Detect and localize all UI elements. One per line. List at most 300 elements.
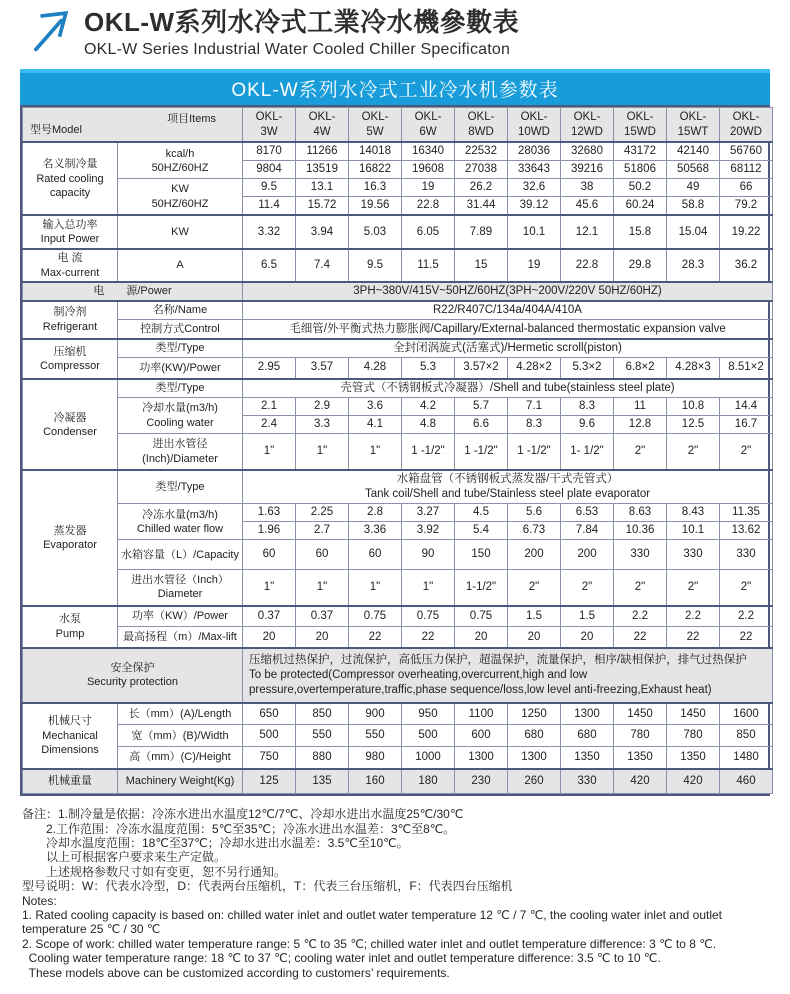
value-cell: 60 xyxy=(296,540,349,570)
value-cell: 22 xyxy=(667,627,720,648)
value-cell: 6.6 xyxy=(455,416,508,434)
value-cell: 330 xyxy=(720,540,773,570)
value-cell: 125 xyxy=(243,769,296,794)
cell-text-line: 压缩机过热保护，过流保护，高低压力保护，超温保护，流量保护，相序/缺相保护，排气过热保护 xyxy=(249,653,747,666)
cell-text-line: 20WD xyxy=(730,125,762,138)
spec-table xyxy=(22,107,773,794)
value-cell: 42140 xyxy=(667,142,720,160)
value-cell: 6.5 xyxy=(243,249,296,282)
value-cell: 10.1 xyxy=(667,522,720,540)
cell-text-line: 3W xyxy=(260,125,278,138)
value-cell: 750 xyxy=(243,747,296,769)
value-cell: 980 xyxy=(349,747,402,769)
value-cell: 3.57 xyxy=(296,357,349,379)
value-cell: 1.5 xyxy=(561,606,614,627)
value-cell: 1" xyxy=(243,433,296,470)
value-cell: 2.25 xyxy=(296,504,349,522)
value-cell: 550 xyxy=(349,725,402,747)
value-cell: 16340 xyxy=(402,142,455,160)
section-label xyxy=(23,769,118,794)
value-cell: 2" xyxy=(720,433,773,470)
value-cell: 12.5 xyxy=(667,416,720,434)
section-label xyxy=(23,282,243,301)
value-cell: 420 xyxy=(667,769,720,794)
cell-text-line: 50HZ/60HZ xyxy=(151,197,209,210)
value-cell: 2.4 xyxy=(243,416,296,434)
value-cell: 3.27 xyxy=(402,504,455,522)
value-cell: 3.3 xyxy=(296,416,349,434)
note-line: 备注：1.制冷量是依据：冷冻水进出水温度12℃/7℃、冷却水进出水温度25℃/30℃ xyxy=(22,807,464,822)
item-label xyxy=(118,142,243,178)
value-cell: 8170 xyxy=(243,142,296,160)
value-cell: 1-1/2" xyxy=(455,570,508,606)
cell-text-line: 冷却水量(m3/h) xyxy=(142,402,218,415)
value-cell: 22 xyxy=(720,627,773,648)
value-cell: 27038 xyxy=(455,161,508,179)
page-header xyxy=(0,0,790,69)
cell-text-line: Chilled water flow xyxy=(136,522,224,535)
cell-text-line: Security protection xyxy=(86,676,179,689)
value-cell: 160 xyxy=(349,769,402,794)
item-label xyxy=(118,433,243,470)
model-header xyxy=(667,107,720,142)
value-cell: 950 xyxy=(402,703,455,725)
value-cell: 2.7 xyxy=(296,522,349,540)
section-label xyxy=(23,339,118,379)
value-cell: 1350 xyxy=(614,747,667,769)
section-label xyxy=(23,470,118,605)
value-cell: 15.72 xyxy=(296,197,349,215)
value-cell: 20 xyxy=(508,627,561,648)
value-cell: 22.8 xyxy=(402,197,455,215)
value-cell: 20 xyxy=(561,627,614,648)
table-title-bar: OKL-W系列水冷式工业冷水机参数表 xyxy=(20,69,770,105)
item-label xyxy=(118,606,243,627)
cell-text-line: Evaporator xyxy=(43,539,97,552)
value-cell: 1.63 xyxy=(243,504,296,522)
item-label xyxy=(118,747,243,769)
value-cell: 200 xyxy=(508,540,561,570)
value-cell: 7.1 xyxy=(508,398,561,416)
value-cell: 8.3 xyxy=(561,398,614,416)
value-cell: 680 xyxy=(561,725,614,747)
cell-text-line: 蒸发器 xyxy=(53,524,87,537)
value-cell: 6.8×2 xyxy=(614,357,667,379)
value-cell: 850 xyxy=(720,725,773,747)
cell-text-line: Mechanical xyxy=(42,729,98,742)
value-cell: 330 xyxy=(614,540,667,570)
cell-text-line: 宽（mm）(B)/Width xyxy=(131,729,229,742)
value-cell: 19 xyxy=(402,179,455,197)
item-label xyxy=(118,627,243,648)
cell-text-line: kcal/h xyxy=(165,147,195,160)
value-cell: 16.3 xyxy=(349,179,402,197)
value-cell: 1.96 xyxy=(243,522,296,540)
cell-text-line: 冷凝器 xyxy=(53,411,87,424)
value-cell: 39.12 xyxy=(508,197,561,215)
value-cell: 5.6 xyxy=(508,504,561,522)
item-label xyxy=(118,339,243,357)
note-line: 1. Rated cooling capacity is based on: chilled water inlet and outlet water temperature 12 ℃ / 7 ℃, the cooling water inlet and outlet xyxy=(22,907,723,922)
value-cell: 8.51×2 xyxy=(720,357,773,379)
cell-text-line: KW xyxy=(171,226,189,239)
value-cell: 20 xyxy=(455,627,508,648)
cell-text-line: 电 源/Power xyxy=(93,285,172,298)
value-cell: 11266 xyxy=(296,142,349,160)
merged-value-cell xyxy=(243,339,773,357)
item-label xyxy=(118,470,243,503)
value-cell: 1300 xyxy=(508,747,561,769)
value-cell: 6.73 xyxy=(508,522,561,540)
value-cell: 1 -1/2" xyxy=(402,433,455,470)
item-label xyxy=(118,215,243,249)
value-cell: 4.28 xyxy=(349,357,402,379)
value-cell: 5.3×2 xyxy=(561,357,614,379)
cell-text-line: 压缩机 xyxy=(53,345,87,358)
cell-text-line: OKL- xyxy=(467,110,495,123)
page-title-zh: OKL-W系列水冷式工業冷水機參數表 xyxy=(84,7,520,37)
value-cell: 7.84 xyxy=(561,522,614,540)
value-cell: 1450 xyxy=(614,703,667,725)
value-cell: 15.04 xyxy=(667,215,720,249)
merged-value-cell xyxy=(243,320,773,339)
section-label xyxy=(23,215,118,249)
item-label xyxy=(118,379,243,397)
value-cell: 22.8 xyxy=(561,249,614,282)
value-cell: 2.8 xyxy=(349,504,402,522)
value-cell: 10.36 xyxy=(614,522,667,540)
value-cell: 500 xyxy=(243,725,296,747)
value-cell: 50568 xyxy=(667,161,720,179)
value-cell: 90 xyxy=(402,540,455,570)
value-cell: 50.2 xyxy=(614,179,667,197)
merged-value-cell xyxy=(243,379,773,397)
cell-text-line: 进出水管径 xyxy=(152,438,208,451)
value-cell: 780 xyxy=(614,725,667,747)
value-cell: 2.95 xyxy=(243,357,296,379)
value-cell: 850 xyxy=(296,703,349,725)
value-cell: 3.32 xyxy=(243,215,296,249)
item-label xyxy=(118,320,243,339)
cell-text-line: 6W xyxy=(419,125,437,138)
section-label xyxy=(23,301,118,339)
value-cell: 0.37 xyxy=(243,606,296,627)
cell-text-line: 毛细管/外平衡式热力膨胀阀/Capillary/External-balanced thermostatic expansion valve xyxy=(289,322,726,335)
cell-text-line: 5W xyxy=(366,125,384,138)
note-line: 冷却水温度范围：18℃至37℃；冷却水进出水温差：3.5℃至10℃。 xyxy=(22,836,409,851)
value-cell: 1.5 xyxy=(508,606,561,627)
value-cell: 10.1 xyxy=(508,215,561,249)
cell-text-line: 3PH~380V/415V~50HZ/60HZ(3PH~200V/220V 50HZ/60HZ) xyxy=(353,284,662,297)
cell-text-line: 50HZ/60HZ xyxy=(151,161,209,174)
value-cell: 60 xyxy=(243,540,296,570)
cell-text-line: 全封闭涡旋式(活塞式)/Hermetic scroll(piston) xyxy=(393,341,622,354)
cell-text-line: R22/R407C/134a/404A/410A xyxy=(433,304,582,317)
cell-text-line: OKL- xyxy=(626,110,654,123)
cell-text-line: 最高扬程（m）/Max-lift xyxy=(123,630,237,643)
cell-text-line: 水箱容量（L）/Capacity xyxy=(121,548,239,561)
cell-text-line: 15WT xyxy=(677,125,709,138)
value-cell: 28036 xyxy=(508,142,561,160)
value-cell: 650 xyxy=(243,703,296,725)
value-cell: 0.75 xyxy=(402,606,455,627)
value-cell: 45.6 xyxy=(561,197,614,215)
note-line: Notes: xyxy=(22,893,57,908)
note-line: 上述规格参数尺寸如有变更，恕不另行通知。 xyxy=(22,864,287,879)
merged-value-cell xyxy=(243,282,773,301)
value-cell: 11.4 xyxy=(243,197,296,215)
value-cell: 2.1 xyxy=(243,398,296,416)
value-cell: 5.4 xyxy=(455,522,508,540)
value-cell: 5.7 xyxy=(455,398,508,416)
model-header xyxy=(561,107,614,142)
value-cell: 180 xyxy=(402,769,455,794)
item-label xyxy=(118,301,243,320)
value-cell: 2" xyxy=(561,570,614,606)
value-cell: 1" xyxy=(296,433,349,470)
cell-text-line: OKL- xyxy=(732,110,760,123)
cell-text-line: 类型/Type xyxy=(155,382,205,395)
cell-text-line: Dimensions xyxy=(41,743,99,756)
value-cell: 22532 xyxy=(455,142,508,160)
value-cell: 0.37 xyxy=(296,606,349,627)
cell-text-line: Pump xyxy=(55,627,85,640)
value-cell: 7.89 xyxy=(455,215,508,249)
value-cell: 22 xyxy=(614,627,667,648)
note-line: temperature 25 ℃ / 30 ℃ xyxy=(22,922,161,937)
value-cell: 79.2 xyxy=(720,197,773,215)
item-label xyxy=(118,540,243,570)
value-cell: 460 xyxy=(720,769,773,794)
value-cell: 1250 xyxy=(508,703,561,725)
cell-text-line: 类型/Type xyxy=(155,342,205,355)
value-cell: 260 xyxy=(508,769,561,794)
cell-text-line: 进出水管径（Inch） xyxy=(131,574,229,587)
value-cell: 2" xyxy=(667,433,720,470)
value-cell: 56760 xyxy=(720,142,773,160)
value-cell: 9804 xyxy=(243,161,296,179)
model-header xyxy=(614,107,667,142)
section-label xyxy=(23,249,118,282)
value-cell: 2" xyxy=(720,570,773,606)
table-border-frame xyxy=(20,105,770,796)
cell-text-line: KW xyxy=(171,183,189,196)
value-cell: 5.3 xyxy=(402,357,455,379)
value-cell: 12.8 xyxy=(614,416,667,434)
value-cell: 13519 xyxy=(296,161,349,179)
value-cell: 38 xyxy=(561,179,614,197)
value-cell: 900 xyxy=(349,703,402,725)
value-cell: 150 xyxy=(455,540,508,570)
cell-text-line: Rated cooling xyxy=(36,172,104,185)
note-line: Cooling water temperature range: 18 ℃ to 37 ℃; cooling water inlet and outlet temperature difference: 3.5 ℃ to 10 ℃. xyxy=(22,951,661,966)
value-cell: 33643 xyxy=(508,161,561,179)
value-cell: 16822 xyxy=(349,161,402,179)
value-cell: 43172 xyxy=(614,142,667,160)
value-cell: 19.56 xyxy=(349,197,402,215)
cell-text-line: 长（mm）(A)/Length xyxy=(128,707,232,720)
value-cell: 330 xyxy=(667,540,720,570)
cell-text-line: 4W xyxy=(313,125,331,138)
value-cell: 8.63 xyxy=(614,504,667,522)
value-cell: 2" xyxy=(508,570,561,606)
cell-text-line: OKL- xyxy=(573,110,601,123)
value-cell: 1350 xyxy=(561,747,614,769)
value-cell: 0.75 xyxy=(349,606,402,627)
value-cell: 1000 xyxy=(402,747,455,769)
value-cell: 20 xyxy=(296,627,349,648)
cell-text-line: 机械重量 xyxy=(48,775,92,788)
value-cell: 4.5 xyxy=(455,504,508,522)
item-label xyxy=(118,725,243,747)
value-cell: 1600 xyxy=(720,703,773,725)
value-cell: 2.2 xyxy=(614,606,667,627)
value-cell: 15.8 xyxy=(614,215,667,249)
value-cell: 1 -1/2" xyxy=(508,433,561,470)
value-cell: 135 xyxy=(296,769,349,794)
value-cell: 28.3 xyxy=(667,249,720,282)
value-cell: 5.03 xyxy=(349,215,402,249)
value-cell: 29.8 xyxy=(614,249,667,282)
model-header xyxy=(402,107,455,142)
cell-text-line: OKL- xyxy=(414,110,442,123)
merged-value-cell xyxy=(243,648,773,703)
note-line: 2. Scope of work: chilled water temperature range: 5 ℃ to 35 ℃; chilled water inlet and outlet temperature difference: 3 ℃ to 8 ℃. xyxy=(22,936,717,951)
value-cell: 16.7 xyxy=(720,416,773,434)
value-cell: 8.43 xyxy=(667,504,720,522)
cell-text-line: OKL- xyxy=(679,110,707,123)
value-cell: 600 xyxy=(455,725,508,747)
value-cell: 4.28×2 xyxy=(508,357,561,379)
value-cell: 9.5 xyxy=(243,179,296,197)
model-header xyxy=(296,107,349,142)
cell-text-line: pressure,overtemperature,traffic,phase sequence/loss,low level anti-freezing,Exhaust heat) xyxy=(249,683,712,696)
cell-text-line: OKL- xyxy=(520,110,548,123)
section-label xyxy=(23,606,118,648)
value-cell: 1" xyxy=(349,570,402,606)
cell-text-line: 壳管式（不锈钢板式冷凝器）/Shell and tube(stainless steel plate) xyxy=(340,382,675,395)
cell-text-line: Diameter xyxy=(157,588,203,601)
value-cell: 550 xyxy=(296,725,349,747)
spec-table-area xyxy=(20,69,770,796)
items-corner-label: 项目Items xyxy=(167,112,216,125)
model-corner-label: 型号Model xyxy=(30,124,82,137)
value-cell: 2" xyxy=(614,433,667,470)
value-cell: 60.24 xyxy=(614,197,667,215)
cell-text-line: 15WD xyxy=(624,125,656,138)
cell-text-line: 输入总功率 xyxy=(42,218,98,231)
merged-value-cell xyxy=(243,470,773,503)
cell-text-line: 冷冻水量(m3/h) xyxy=(142,508,218,521)
cell-text-line: 功率（KW）/Power xyxy=(132,610,228,623)
item-label xyxy=(118,249,243,282)
model-header xyxy=(455,107,508,142)
model-header xyxy=(243,107,296,142)
value-cell: 32.6 xyxy=(508,179,561,197)
note-line: 以上可根据客户要求来生产定做。 xyxy=(22,850,227,865)
value-cell: 12.1 xyxy=(561,215,614,249)
cell-text-line: 功率(KW)/Power xyxy=(139,361,221,374)
value-cell: 22 xyxy=(402,627,455,648)
value-cell: 19.22 xyxy=(720,215,773,249)
value-cell: 880 xyxy=(296,747,349,769)
cell-text-line: Input Power xyxy=(40,233,100,246)
value-cell: 22 xyxy=(349,627,402,648)
value-cell: 1450 xyxy=(667,703,720,725)
value-cell: 3.6 xyxy=(349,398,402,416)
value-cell: 1350 xyxy=(667,747,720,769)
page-titles xyxy=(84,8,519,59)
value-cell: 1" xyxy=(349,433,402,470)
value-cell: 420 xyxy=(614,769,667,794)
cell-text-line: (Inch)/Diameter xyxy=(142,452,218,465)
cell-text-line: 名称/Name xyxy=(152,304,208,317)
value-cell: 49 xyxy=(667,179,720,197)
model-header xyxy=(720,107,773,142)
value-cell: 19 xyxy=(508,249,561,282)
cell-text-line: 水箱盘管（不锈钢板式蒸发器/干式壳管式） xyxy=(396,473,619,486)
section-label xyxy=(23,142,118,215)
cell-text-line: Max-current xyxy=(40,266,100,279)
cell-text-line: capacity xyxy=(49,186,91,199)
value-cell: 0.75 xyxy=(455,606,508,627)
value-cell: 330 xyxy=(561,769,614,794)
value-cell: 680 xyxy=(508,725,561,747)
value-cell: 2.2 xyxy=(720,606,773,627)
merged-value-cell xyxy=(243,301,773,320)
value-cell: 8.3 xyxy=(508,416,561,434)
value-cell: 3.94 xyxy=(296,215,349,249)
value-cell: 31.44 xyxy=(455,197,508,215)
value-cell: 15 xyxy=(455,249,508,282)
value-cell: 1480 xyxy=(720,747,773,769)
value-cell: 200 xyxy=(561,540,614,570)
note-line: These models above can be customized according to customers’ requirements. xyxy=(22,965,450,980)
cell-text-line: To be protected(Compressor overheating,overcurrent,high and low xyxy=(249,668,588,681)
section-label xyxy=(23,703,118,769)
value-cell: 11 xyxy=(614,398,667,416)
value-cell: 9.6 xyxy=(561,416,614,434)
value-cell: 10.8 xyxy=(667,398,720,416)
value-cell: 2.2 xyxy=(667,606,720,627)
cell-text-line: Tank coil/Shell and tube/Stainless steel plate evaporator xyxy=(364,488,651,501)
page-title-en: OKL-W Series Industrial Water Cooled Chiller Specificaton xyxy=(84,40,511,58)
cell-text-line: 8WD xyxy=(468,125,494,138)
value-cell: 4.28×3 xyxy=(667,357,720,379)
value-cell: 3.36 xyxy=(349,522,402,540)
cell-text-line: OKL- xyxy=(255,110,283,123)
cell-text-line: Condenser xyxy=(43,425,97,438)
value-cell: 3.92 xyxy=(402,522,455,540)
item-label xyxy=(118,703,243,725)
model-items-corner xyxy=(23,107,243,142)
value-cell: 9.5 xyxy=(349,249,402,282)
cell-text-line: 10WD xyxy=(518,125,550,138)
value-cell: 1" xyxy=(402,570,455,606)
item-label xyxy=(118,179,243,215)
value-cell: 230 xyxy=(455,769,508,794)
value-cell: 1" xyxy=(296,570,349,606)
value-cell: 1300 xyxy=(561,703,614,725)
item-label xyxy=(118,504,243,540)
cell-text-line: 电 流 xyxy=(57,252,83,265)
value-cell: 2.9 xyxy=(296,398,349,416)
cell-text-line: OKL- xyxy=(361,110,389,123)
cell-text-line: 水泵 xyxy=(59,613,81,626)
item-label xyxy=(118,570,243,606)
notes xyxy=(22,807,770,980)
value-cell: 2" xyxy=(667,570,720,606)
